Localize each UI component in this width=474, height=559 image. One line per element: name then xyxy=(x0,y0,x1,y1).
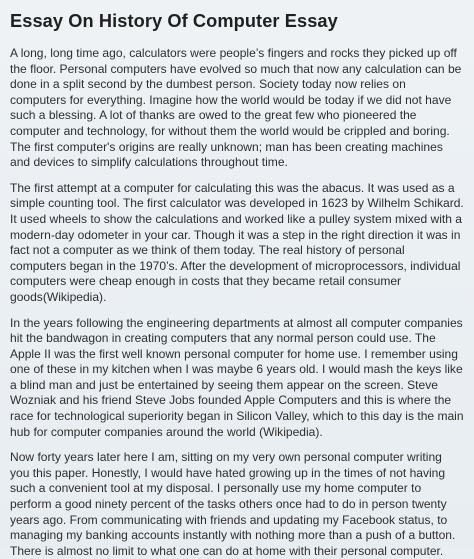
essay-paragraph-4: Now forty years later here I am, sitting on my very own personal computer writing you this paper. Honestly, I would have hated growing up in the times of not having such a convenient tool at my disposal. I personally use my home computer to perform a good ninety percent of the tasks others once had to do in person twenty years ago. From communicating with friends and updating my Facebook status, to managing my banking accounts instantly with nothing more than a push of a button. There is almost no limit to what one can do at home with their personal computer. xyxy=(10,450,456,558)
essay-title: Essay On History Of Computer Essay xyxy=(10,11,338,31)
essay-paragraph-2: The first attempt at a computer for calculating this was the abacus. It was used as a simple counting tool. The first calculator was developed in 1623 by Wilhelm Schikard. It used wheels to show the calculations and worked like a pulley system mixed with a modern-day odometer in your car. Though it was a step in the right direction it was in fact not a computer as we think of them today. The real history of personal computers began in the 1970’s. After the development of microprocessors, individual computers were cheap enough in costs that they became retail consumer goods(Wikipedia). xyxy=(10,180,464,304)
essay-paragraph-3: In the years following the engineering departments at almost all computer companies hit the bandwagon in creating computers that any normal person could use. The Apple II was the first well known personal computer for home use. I remember using one of these in my kitchen when I was maybe 6 years old. I would mash the keys like a blind man and just be entertained by seeing them appear on the screen. Steve Wozniak and his friend Steve Jobs founded Apple Computers and this is where the race for technological superiority began in Silicon Valley, which to this day is the main hub for computer companies around the world (Wikipedia). xyxy=(10,315,464,439)
essay-paragraph-1: A long, long time ago, calculators were people’s fingers and rocks they picked up off the floor. Personal computers have evolved so much that now any calculation can be done in a split second by the dumbest person. Society today now relies on computers for everything. Imagine how the world would be today if we did not have such a blessing. A lot of thanks are owed to the great few who pioneered the computer and technology, for without them the world would be crippled and boring. The first computer's origins are really unknown; man has been creating machines and devices to simplify calculations throughout time. xyxy=(10,46,462,170)
